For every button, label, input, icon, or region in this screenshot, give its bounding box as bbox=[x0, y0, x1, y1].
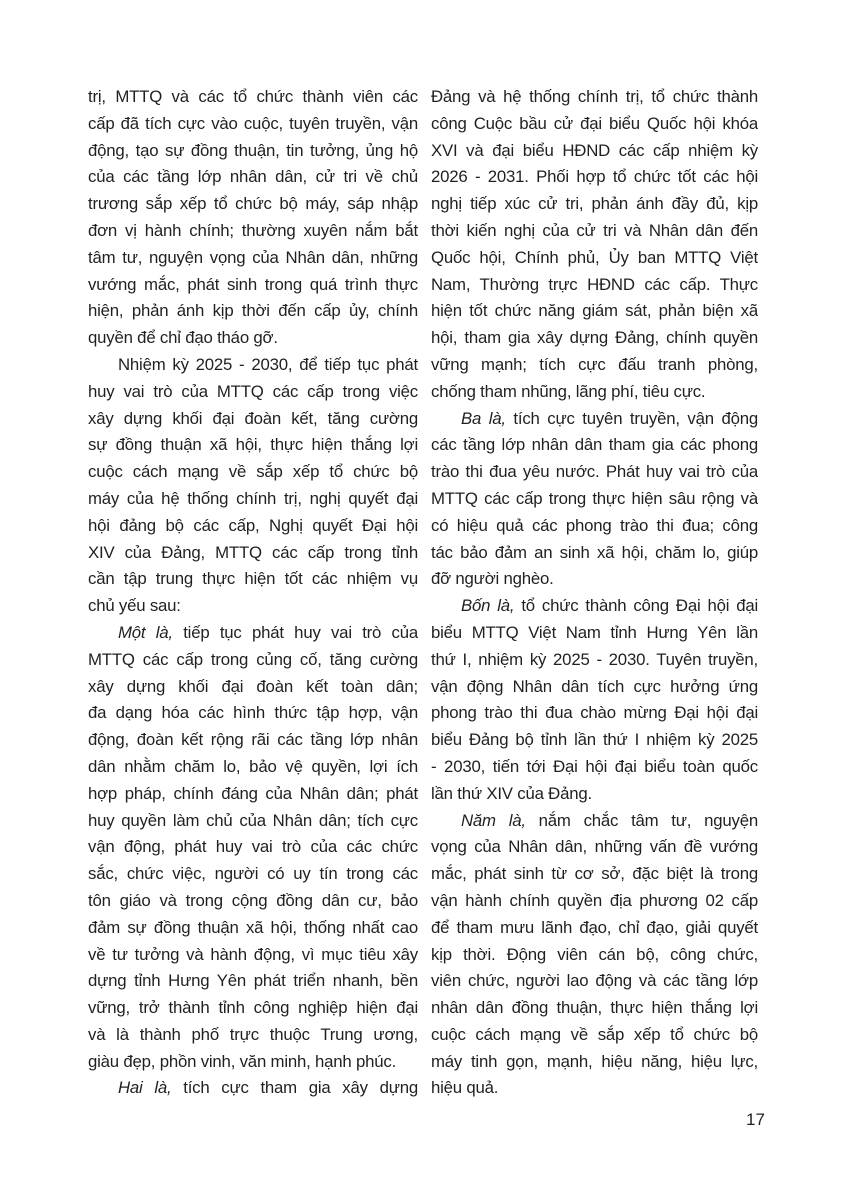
text-line bbox=[431, 566, 758, 593]
text-line bbox=[88, 111, 418, 138]
text-line bbox=[431, 1049, 758, 1076]
text-line bbox=[431, 432, 758, 459]
text-line bbox=[88, 540, 418, 567]
line-text: dân nhằm chăm lo, bảo vệ quyền, lợi ích bbox=[88, 756, 418, 776]
line-text: vận động Nhân dân tích cực hưởng ứng bbox=[431, 676, 758, 696]
line-text: tích cực tuyên truyền, vận động bbox=[505, 408, 758, 428]
line-text: đỡ người nghèo. bbox=[431, 569, 554, 589]
text-line bbox=[88, 700, 418, 727]
line-text: thời kiến nghị của cử tri và Nhân dân đến bbox=[431, 220, 758, 240]
text-line bbox=[431, 995, 758, 1022]
text-line bbox=[88, 1075, 418, 1102]
line-text: về tư tưởng và hành động, vì mục tiêu xây bbox=[88, 944, 418, 964]
line-text: và là thành phố trực thuộc Trung ương, bbox=[88, 1024, 418, 1044]
text-line bbox=[431, 647, 758, 674]
line-text: đa dạng hóa các hình thức tập hợp, vận bbox=[88, 703, 418, 723]
text-line bbox=[431, 754, 758, 781]
text-line bbox=[431, 781, 758, 808]
line-text: nắm chắc tâm tư, nguyện bbox=[525, 810, 758, 830]
line-text: hiệu quả. bbox=[431, 1078, 499, 1098]
text-line bbox=[431, 164, 758, 191]
text-line bbox=[88, 406, 418, 433]
line-text: cuộc cách mạng về sắp xếp tổ chức bộ bbox=[431, 1024, 758, 1044]
text-line bbox=[431, 298, 758, 325]
line-text: Nhiệm kỳ 2025 - 2030, để tiếp tục phát bbox=[118, 354, 418, 374]
line-text: chống tham nhũng, lãng phí, tiêu cực. bbox=[431, 381, 706, 401]
paragraph-lead: Hai là, bbox=[118, 1078, 172, 1098]
line-text: quyền để chỉ đạo tháo gỡ. bbox=[88, 328, 278, 348]
line-text: mắc, phát sinh từ cơ sở, đặc biệt là trong bbox=[431, 864, 758, 884]
line-text: tâm tư, nguyện vọng của Nhân dân, những bbox=[88, 247, 418, 267]
text-line bbox=[88, 674, 418, 701]
line-text: vướng mắc, phát sinh trong quá trình thực bbox=[88, 274, 418, 294]
text-line bbox=[88, 325, 418, 352]
text-line bbox=[431, 325, 758, 352]
paragraph bbox=[431, 808, 758, 1103]
line-text: nhân dân đồng thuận, thực hiện thắng lợi bbox=[431, 998, 758, 1018]
line-text: trương sắp xếp tổ chức bộ máy, sáp nhập bbox=[88, 194, 418, 214]
line-text: dựng tỉnh Hưng Yên phát triển nhanh, bền bbox=[88, 971, 418, 991]
line-text: giàu đẹp, phồn vinh, văn minh, hạnh phúc. bbox=[88, 1051, 397, 1071]
line-text: vọng của Nhân dân, những vấn đề vướng bbox=[431, 837, 758, 857]
line-text: trào thi đua yêu nước. Phát huy vai trò của bbox=[431, 462, 758, 482]
text-line bbox=[88, 379, 418, 406]
text-line bbox=[88, 781, 418, 808]
text-line bbox=[431, 191, 758, 218]
line-text: vận động, phát huy vai trò của các chức bbox=[88, 837, 418, 857]
line-text: công Cuộc bầu cử đại biểu Quốc hội khóa bbox=[431, 113, 758, 133]
page-number: 17 bbox=[746, 1110, 765, 1129]
text-line bbox=[431, 379, 758, 406]
line-text: hội, tham gia xây dựng Đảng, chính quyền bbox=[431, 328, 758, 348]
right-column bbox=[431, 84, 758, 1102]
text-line bbox=[88, 191, 418, 218]
text-line bbox=[431, 861, 758, 888]
line-text: MTTQ các cấp trong thực hiện sâu rộng và bbox=[431, 488, 758, 508]
line-text: vận hành chính quyền địa phương 02 cấp bbox=[431, 890, 758, 910]
paragraph-lead: Ba là, bbox=[461, 408, 506, 428]
text-line bbox=[88, 513, 418, 540]
line-text: vững mạnh; tích cực đấu tranh phòng, bbox=[431, 354, 758, 374]
line-text: viên chức, người lao động và các tầng lớp bbox=[431, 971, 758, 991]
line-text: Quốc hội, Chính phủ, Ủy ban MTTQ Việt bbox=[431, 247, 758, 267]
line-text: hiện tốt chức năng giám sát, phản biện xã bbox=[431, 301, 758, 321]
line-text: đảm sự đồng thuận xã hội, thống nhất cao bbox=[88, 917, 418, 937]
line-text: biểu MTTQ Việt Nam tỉnh Hưng Yên lần bbox=[431, 622, 758, 642]
line-text: xây dựng khối đại đoàn kết toàn dân; bbox=[88, 676, 418, 696]
text-line bbox=[88, 620, 418, 647]
line-text: vững, trở thành tỉnh công nghiệp hiện đại bbox=[88, 998, 418, 1018]
line-text: kịp thời. Động viên cán bộ, công chức, bbox=[431, 944, 758, 964]
text-line bbox=[88, 915, 418, 942]
text-line bbox=[88, 647, 418, 674]
text-line bbox=[88, 272, 418, 299]
text-line bbox=[431, 352, 758, 379]
line-text: cần tập trung thực hiện tốt các nhiệm vụ bbox=[88, 569, 418, 589]
line-text: máy của hệ thống chính trị, nghị quyết đại bbox=[88, 488, 418, 508]
line-text: XVI và đại biểu HĐND các cấp nhiệm kỳ bbox=[431, 140, 758, 160]
text-line bbox=[431, 674, 758, 701]
line-text: sắc, chức việc, người có uy tín trong các bbox=[88, 864, 418, 884]
text-line bbox=[88, 942, 418, 969]
text-line bbox=[431, 915, 758, 942]
text-line bbox=[88, 968, 418, 995]
text-line bbox=[88, 138, 418, 165]
text-line bbox=[431, 111, 758, 138]
line-text: tích cực tham gia xây dựng bbox=[171, 1078, 418, 1098]
line-text: cấp đã tích cực vào cuộc, tuyên truyền, vận bbox=[88, 113, 418, 133]
text-line bbox=[431, 1075, 758, 1102]
text-line bbox=[88, 888, 418, 915]
text-line bbox=[88, 245, 418, 272]
line-text: tổ chức thành công Đại hội đại bbox=[514, 596, 758, 616]
text-line bbox=[88, 218, 418, 245]
text-line bbox=[431, 540, 758, 567]
text-line bbox=[431, 272, 758, 299]
line-text: Đảng và hệ thống chính trị, tổ chức thành bbox=[431, 87, 758, 106]
paragraph-lead: Năm là, bbox=[461, 810, 526, 830]
text-line bbox=[431, 834, 758, 861]
line-text: tôn giáo và trong cộng đồng dân cư, bảo bbox=[88, 890, 418, 910]
text-line bbox=[88, 459, 418, 486]
line-text: hợp pháp, chính đáng của Nhân dân; phát bbox=[88, 783, 418, 803]
paragraph bbox=[88, 1075, 418, 1102]
line-text: đơn vị hành chính; thường xuyên nắm bắt bbox=[88, 220, 418, 240]
paragraph bbox=[88, 352, 418, 620]
text-line bbox=[88, 298, 418, 325]
text-line bbox=[431, 942, 758, 969]
line-text: trị, MTTQ và các tổ chức thành viên các bbox=[88, 87, 418, 106]
line-text: động, tạo sự đồng thuận, tin tưởng, ủng hộ bbox=[88, 140, 418, 160]
text-line bbox=[88, 754, 418, 781]
text-line bbox=[431, 218, 758, 245]
line-text: tác bảo đảm an sinh xã hội, chăm lo, giúp bbox=[431, 542, 758, 562]
text-line bbox=[431, 513, 758, 540]
text-line bbox=[88, 432, 418, 459]
text-line bbox=[88, 727, 418, 754]
line-text: các tầng lớp nhân dân tham gia các phong bbox=[431, 435, 758, 455]
text-line bbox=[431, 968, 758, 995]
line-text: máy tinh gọn, mạnh, hiệu năng, hiệu lực, bbox=[431, 1051, 758, 1071]
text-line bbox=[431, 888, 758, 915]
paragraph bbox=[431, 84, 758, 406]
text-line bbox=[431, 593, 758, 620]
paragraph-lead: Một là, bbox=[118, 622, 173, 642]
line-text: phong trào thi đua chào mừng Đại hội đại bbox=[431, 703, 758, 723]
text-line bbox=[431, 486, 758, 513]
line-text: huy quyền làm chủ của Nhân dân; tích cực bbox=[88, 810, 418, 830]
line-text: MTTQ các cấp trong củng cố, tăng cường bbox=[88, 649, 418, 669]
line-text: sự đồng thuận xã hội, thực hiện thắng lợi bbox=[88, 435, 418, 455]
text-line bbox=[431, 808, 758, 835]
text-line bbox=[88, 1022, 418, 1049]
paragraph bbox=[431, 593, 758, 807]
text-line bbox=[431, 406, 758, 433]
left-column bbox=[88, 84, 418, 1102]
paragraph bbox=[88, 620, 418, 1076]
text-line bbox=[431, 245, 758, 272]
line-text: thứ I, nhiệm kỳ 2025 - 2030. Tuyên truyền, bbox=[431, 649, 758, 669]
text-line bbox=[431, 84, 758, 111]
line-text: biểu Đảng bộ tỉnh lần thứ I nhiệm kỳ 2025 bbox=[431, 730, 758, 750]
text-line bbox=[88, 84, 418, 111]
line-text: để tham mưu lãnh đạo, chỉ đạo, giải quyết bbox=[431, 917, 758, 937]
text-line bbox=[88, 861, 418, 888]
text-line bbox=[431, 620, 758, 647]
line-text: Nam, Thường trực HĐND các cấp. Thực bbox=[431, 274, 758, 294]
text-line bbox=[88, 566, 418, 593]
text-line bbox=[431, 459, 758, 486]
line-text: xây dựng khối đại đoàn kết, tăng cường bbox=[88, 408, 418, 428]
text-line bbox=[88, 593, 418, 620]
text-line bbox=[88, 352, 418, 379]
paragraph bbox=[88, 84, 418, 352]
text-line bbox=[88, 164, 418, 191]
text-line bbox=[88, 1049, 418, 1076]
paragraph bbox=[431, 406, 758, 594]
line-text: tiếp tục phát huy vai trò của bbox=[172, 622, 418, 642]
text-line bbox=[88, 486, 418, 513]
text-line bbox=[88, 808, 418, 835]
text-line bbox=[431, 727, 758, 754]
line-text: cuộc cách mạng về sắp xếp tổ chức bộ bbox=[88, 462, 418, 482]
line-text: hiện, phản ánh kịp thời đến cấp ủy, chính bbox=[88, 301, 418, 321]
text-line bbox=[431, 700, 758, 727]
line-text: 2026 - 2031. Phối hợp tổ chức tốt các hội bbox=[431, 167, 758, 187]
line-text: chủ yếu sau: bbox=[88, 596, 181, 616]
line-text: huy vai trò của MTTQ các cấp trong việc bbox=[88, 381, 418, 401]
line-text: động, đoàn kết rộng rãi các tầng lớp nhân bbox=[88, 730, 418, 750]
line-text: lần thứ XIV của Đảng. bbox=[431, 783, 592, 803]
line-text: hội đảng bộ các cấp, Nghị quyết Đại hội bbox=[88, 515, 418, 535]
text-line bbox=[431, 1022, 758, 1049]
line-text: của các tầng lớp nhân dân, cử tri về chủ bbox=[88, 167, 418, 187]
line-text: nghị tiếp xúc cử tri, phản ánh đầy đủ, kịp bbox=[431, 194, 758, 214]
line-text: có hiệu quả các phong trào thi đua; công bbox=[431, 515, 758, 535]
text-line bbox=[431, 138, 758, 165]
text-line bbox=[88, 995, 418, 1022]
paragraph-lead: Bốn là, bbox=[461, 596, 515, 616]
line-text: XIV của Đảng, MTTQ các cấp trong tỉnh bbox=[88, 542, 418, 562]
line-text: - 2030, tiến tới Đại hội đại biểu toàn quốc bbox=[431, 756, 758, 776]
text-line bbox=[88, 834, 418, 861]
